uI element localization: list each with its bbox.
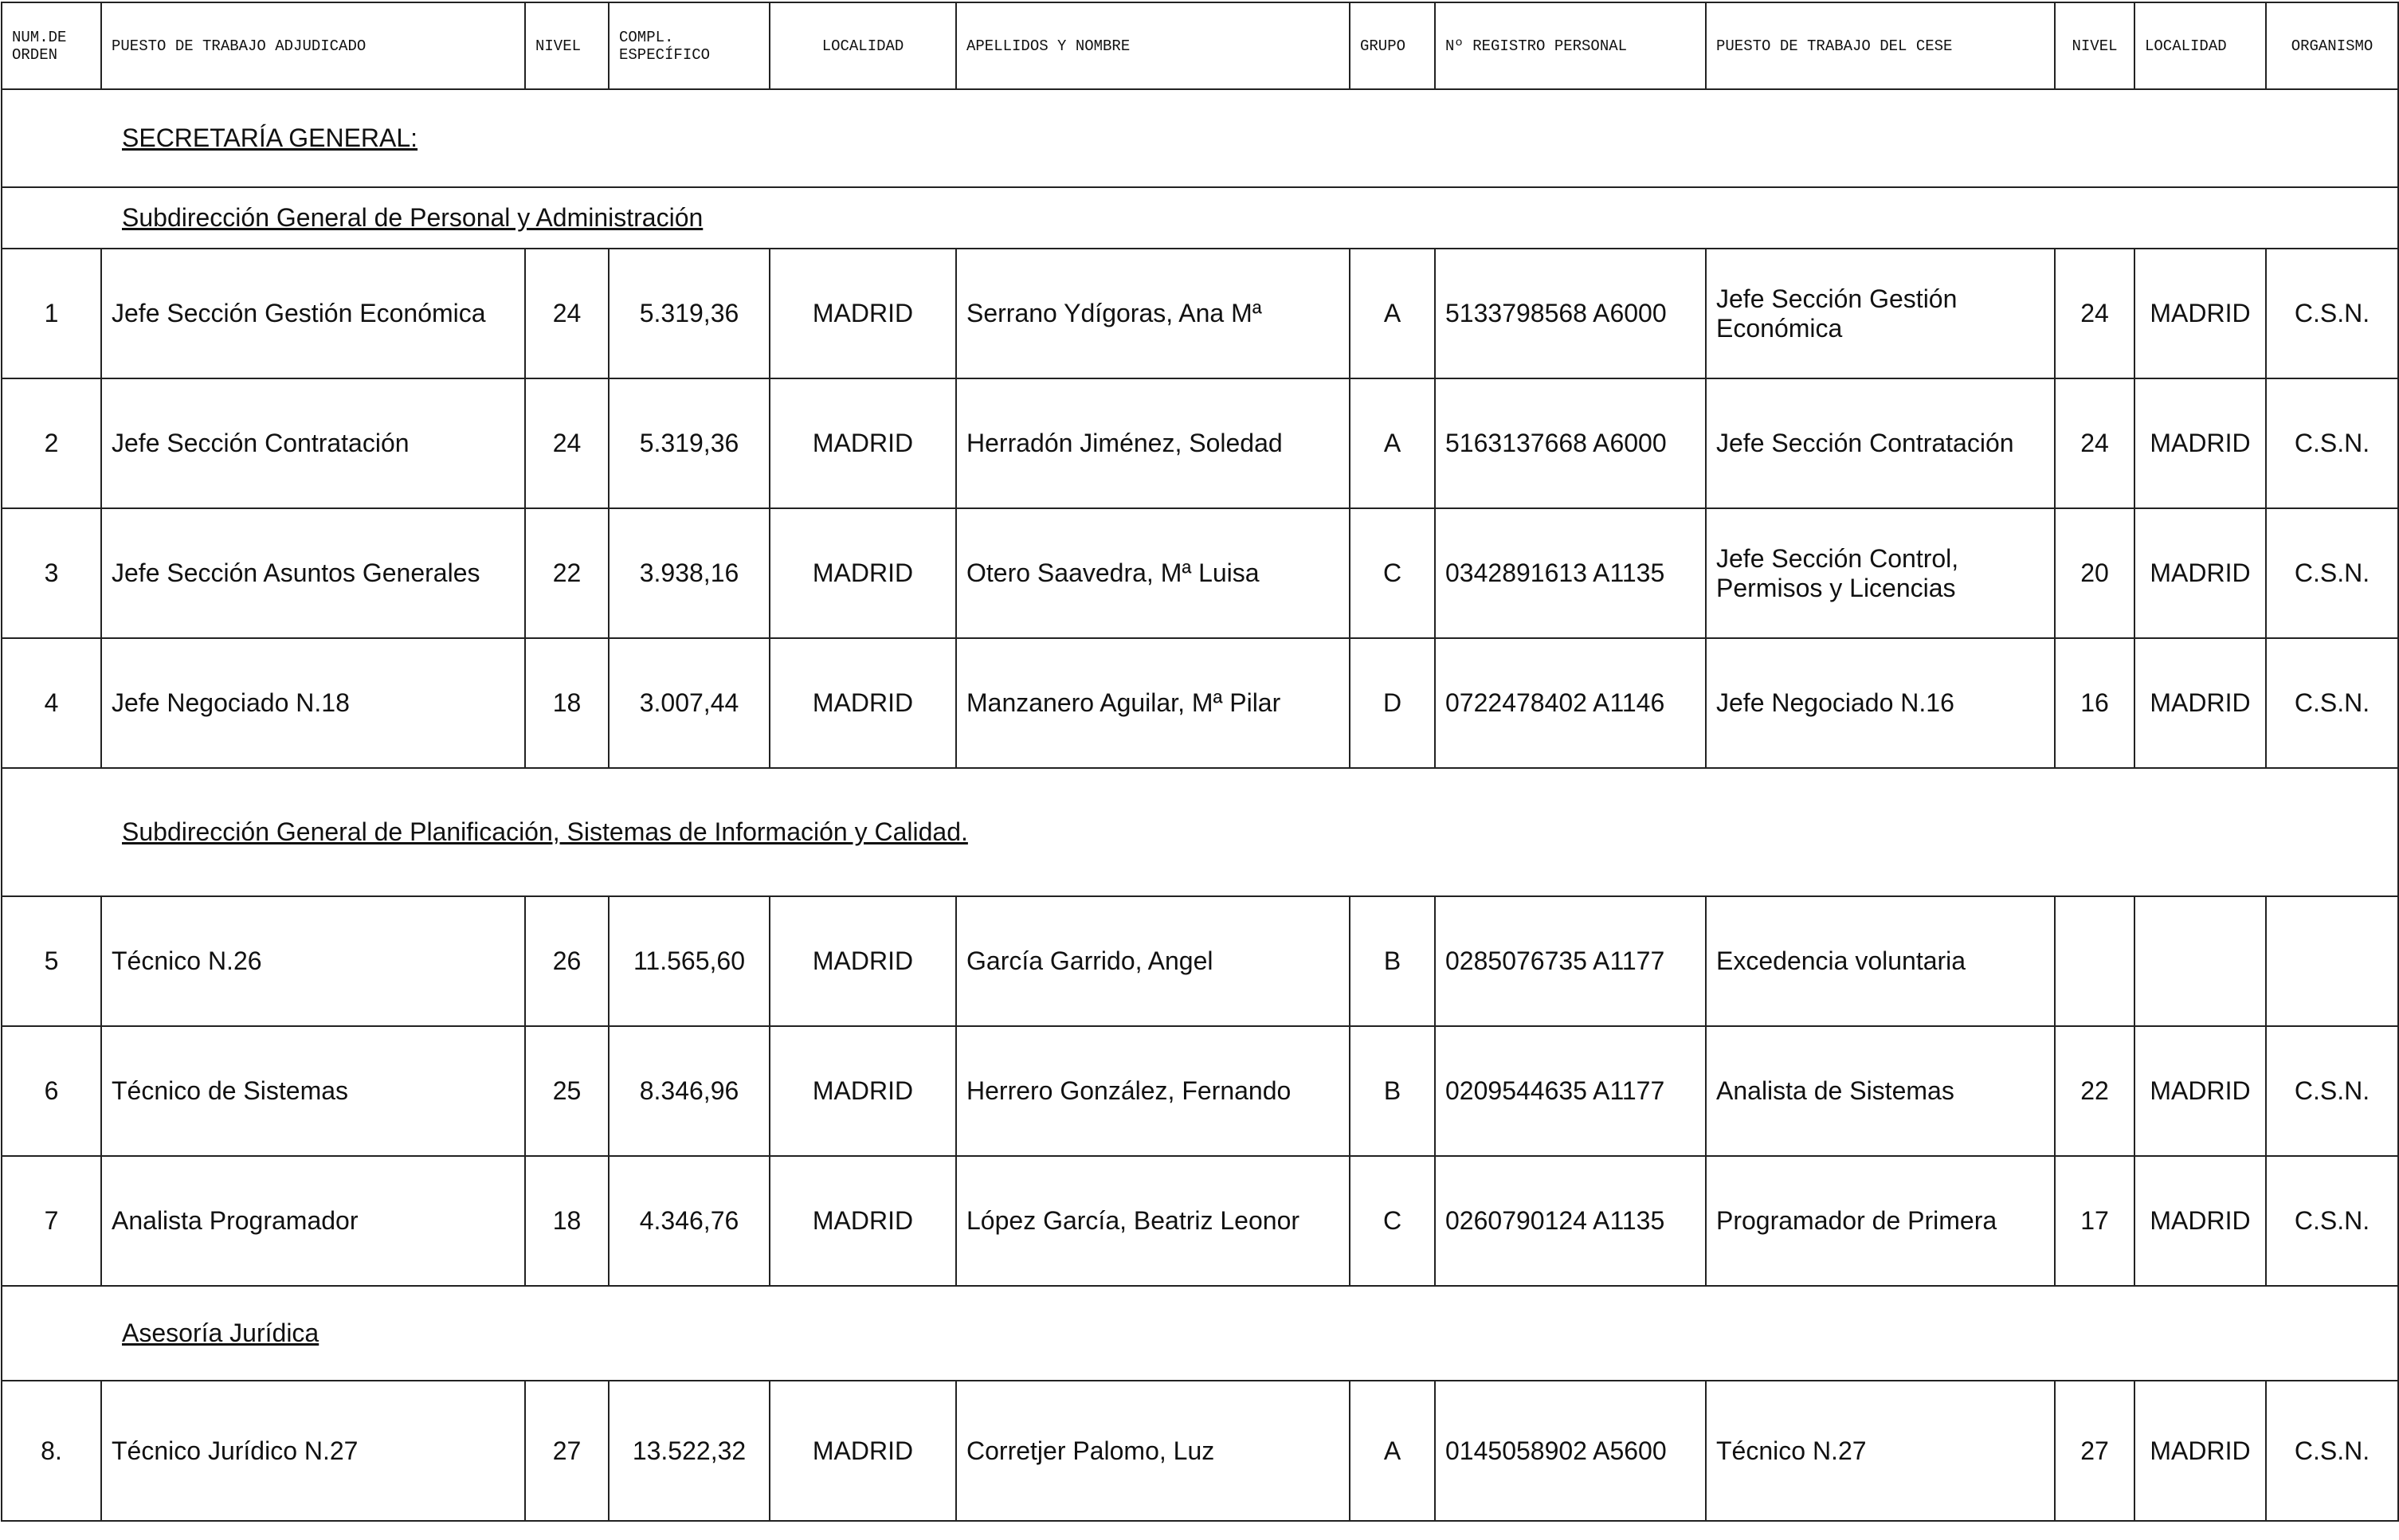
table-cell: 25	[525, 1026, 609, 1156]
table-row	[2, 1156, 2398, 1286]
table-cell: MADRID	[2134, 638, 2266, 768]
table-cell: 3.007,44	[609, 638, 770, 768]
table-cell: 1	[2, 249, 101, 378]
table-cell: A	[1350, 1381, 1435, 1521]
table-cell: C.S.N.	[2266, 378, 2398, 508]
adjudication-table	[1, 2, 2399, 1522]
table-cell: C.S.N.	[2266, 1381, 2398, 1521]
table-cell: 3	[2, 508, 101, 638]
table-cell: C.S.N.	[2266, 638, 2398, 768]
table-cell: 24	[525, 378, 609, 508]
table-cell: 0722478402 A1146	[1435, 638, 1706, 768]
table-cell: C.S.N.	[2266, 1156, 2398, 1286]
table-cell: 22	[525, 508, 609, 638]
column-header: APELLIDOS Y NOMBRE	[956, 2, 1350, 89]
table-cell: 0285076735 A1177	[1435, 896, 1706, 1026]
column-header: Nº REGISTRO PERSONAL	[1435, 2, 1706, 89]
table-cell: MADRID	[770, 1381, 956, 1521]
table-cell: MADRID	[770, 1156, 956, 1286]
table-cell: 0145058902 A5600	[1435, 1381, 1706, 1521]
column-header: LOCALIDAD	[770, 2, 956, 89]
table-cell: MADRID	[770, 508, 956, 638]
table-cell: Excedencia voluntaria	[1706, 896, 2055, 1026]
table-cell: B	[1350, 896, 1435, 1026]
group-title: Subdirección General de Personal y Administración	[122, 203, 704, 232]
table-cell: 16	[2055, 638, 2134, 768]
group-title: Asesoría Jurídica	[122, 1319, 319, 1347]
column-header: GRUPO	[1350, 2, 1435, 89]
table-cell: 24	[525, 249, 609, 378]
table-cell: 13.522,32	[609, 1381, 770, 1521]
table-row	[2, 508, 2398, 638]
table-cell: 22	[2055, 1026, 2134, 1156]
table-cell: 0342891613 A1135	[1435, 508, 1706, 638]
table-cell: 5.319,36	[609, 378, 770, 508]
table-cell: Jefe Sección Contratación	[1706, 378, 2055, 508]
table-cell: A	[1350, 378, 1435, 508]
table-cell: C	[1350, 508, 1435, 638]
table-cell: Corretjer Palomo, Luz	[956, 1381, 1350, 1521]
column-header: NIVEL	[525, 2, 609, 89]
table-cell: MADRID	[770, 1026, 956, 1156]
table-cell: Manzanero Aguilar, Mª Pilar	[956, 638, 1350, 768]
table-cell: 27	[525, 1381, 609, 1521]
table-cell: 2	[2, 378, 101, 508]
table-cell: Programador de Primera	[1706, 1156, 2055, 1286]
table-cell: MADRID	[2134, 1026, 2266, 1156]
table-cell: Analista de Sistemas	[1706, 1026, 2055, 1156]
table-cell: Técnico de Sistemas	[101, 1026, 525, 1156]
table-cell: 3.938,16	[609, 508, 770, 638]
table-cell: 17	[2055, 1156, 2134, 1286]
table-cell: Jefe Sección Gestión Económica	[1706, 249, 2055, 378]
table-cell: Otero Saavedra, Mª Luisa	[956, 508, 1350, 638]
table-cell: MADRID	[2134, 1156, 2266, 1286]
table-cell: Herradón Jiménez, Soledad	[956, 378, 1350, 508]
table-cell: MADRID	[770, 638, 956, 768]
column-header: LOCALIDAD	[2134, 2, 2266, 89]
group-title-row	[2, 768, 2398, 896]
table-cell: 5163137668 A6000	[1435, 378, 1706, 508]
group-title: Subdirección General de Planificación, Sistemas de Información y Calidad.	[122, 817, 968, 846]
table-cell: 8.	[2, 1381, 101, 1521]
table-cell: MADRID	[2134, 378, 2266, 508]
table-cell: MADRID	[2134, 1381, 2266, 1521]
table-cell	[2134, 896, 2266, 1026]
table-cell: 6	[2, 1026, 101, 1156]
table-cell: Jefe Sección Control, Permisos y Licencias	[1706, 508, 2055, 638]
table-cell: 5133798568 A6000	[1435, 249, 1706, 378]
table-row	[2, 1381, 2398, 1521]
table-cell: García Garrido, Angel	[956, 896, 1350, 1026]
table-cell: Jefe Sección Gestión Económica	[101, 249, 525, 378]
table-cell: MADRID	[770, 896, 956, 1026]
table-cell: C	[1350, 1156, 1435, 1286]
table-cell: Técnico Jurídico N.27	[101, 1381, 525, 1521]
table-cell: Herrero González, Fernando	[956, 1026, 1350, 1156]
table-cell: B	[1350, 1026, 1435, 1156]
table-cell: López García, Beatriz Leonor	[956, 1156, 1350, 1286]
column-header: NUM.DE ORDEN	[2, 2, 101, 89]
table-cell: Técnico N.27	[1706, 1381, 2055, 1521]
column-header: PUESTO DE TRABAJO ADJUDICADO	[101, 2, 525, 89]
table-cell: C.S.N.	[2266, 249, 2398, 378]
table-cell: 18	[525, 1156, 609, 1286]
table-cell: MADRID	[2134, 508, 2266, 638]
table-cell: Jefe Sección Asuntos Generales	[101, 508, 525, 638]
table-cell: 5	[2, 896, 101, 1026]
table-cell: Jefe Negociado N.18	[101, 638, 525, 768]
column-header: COMPL. ESPECÍFICO	[609, 2, 770, 89]
table-cell: Serrano Ydígoras, Ana Mª	[956, 249, 1350, 378]
table-cell: A	[1350, 249, 1435, 378]
table-cell: 4	[2, 638, 101, 768]
table-row	[2, 249, 2398, 378]
table-cell: 4.346,76	[609, 1156, 770, 1286]
section-title-row	[2, 89, 2398, 187]
table-cell: 27	[2055, 1381, 2134, 1521]
table-cell: Jefe Sección Contratación	[101, 378, 525, 508]
table-cell: MADRID	[770, 249, 956, 378]
table-cell: MADRID	[770, 378, 956, 508]
table-row	[2, 378, 2398, 508]
table-cell: 18	[525, 638, 609, 768]
group-title-row	[2, 187, 2398, 249]
table-cell: 0209544635 A1177	[1435, 1026, 1706, 1156]
table-cell: C.S.N.	[2266, 1026, 2398, 1156]
table-cell: MADRID	[2134, 249, 2266, 378]
header-row	[2, 2, 2398, 89]
table-cell: 24	[2055, 249, 2134, 378]
table-row	[2, 638, 2398, 768]
table-cell: Jefe Negociado N.16	[1706, 638, 2055, 768]
column-header: PUESTO DE TRABAJO DEL CESE	[1706, 2, 2055, 89]
table-cell: 26	[525, 896, 609, 1026]
column-header: ORGANISMO	[2266, 2, 2398, 89]
table-cell: 20	[2055, 508, 2134, 638]
table-cell: Analista Programador	[101, 1156, 525, 1286]
column-header: NIVEL	[2055, 2, 2134, 89]
table-row	[2, 1026, 2398, 1156]
table-row	[2, 896, 2398, 1026]
section-title: SECRETARÍA GENERAL:	[122, 123, 418, 152]
table-cell	[2266, 896, 2398, 1026]
table-cell: 11.565,60	[609, 896, 770, 1026]
table-cell	[2055, 896, 2134, 1026]
table-cell: C.S.N.	[2266, 508, 2398, 638]
table-cell: 24	[2055, 378, 2134, 508]
table-cell: 0260790124 A1135	[1435, 1156, 1706, 1286]
table-cell: 7	[2, 1156, 101, 1286]
table-cell: D	[1350, 638, 1435, 768]
table-cell: 8.346,96	[609, 1026, 770, 1156]
table-cell: 5.319,36	[609, 249, 770, 378]
group-title-row	[2, 1286, 2398, 1381]
table-cell: Técnico N.26	[101, 896, 525, 1026]
